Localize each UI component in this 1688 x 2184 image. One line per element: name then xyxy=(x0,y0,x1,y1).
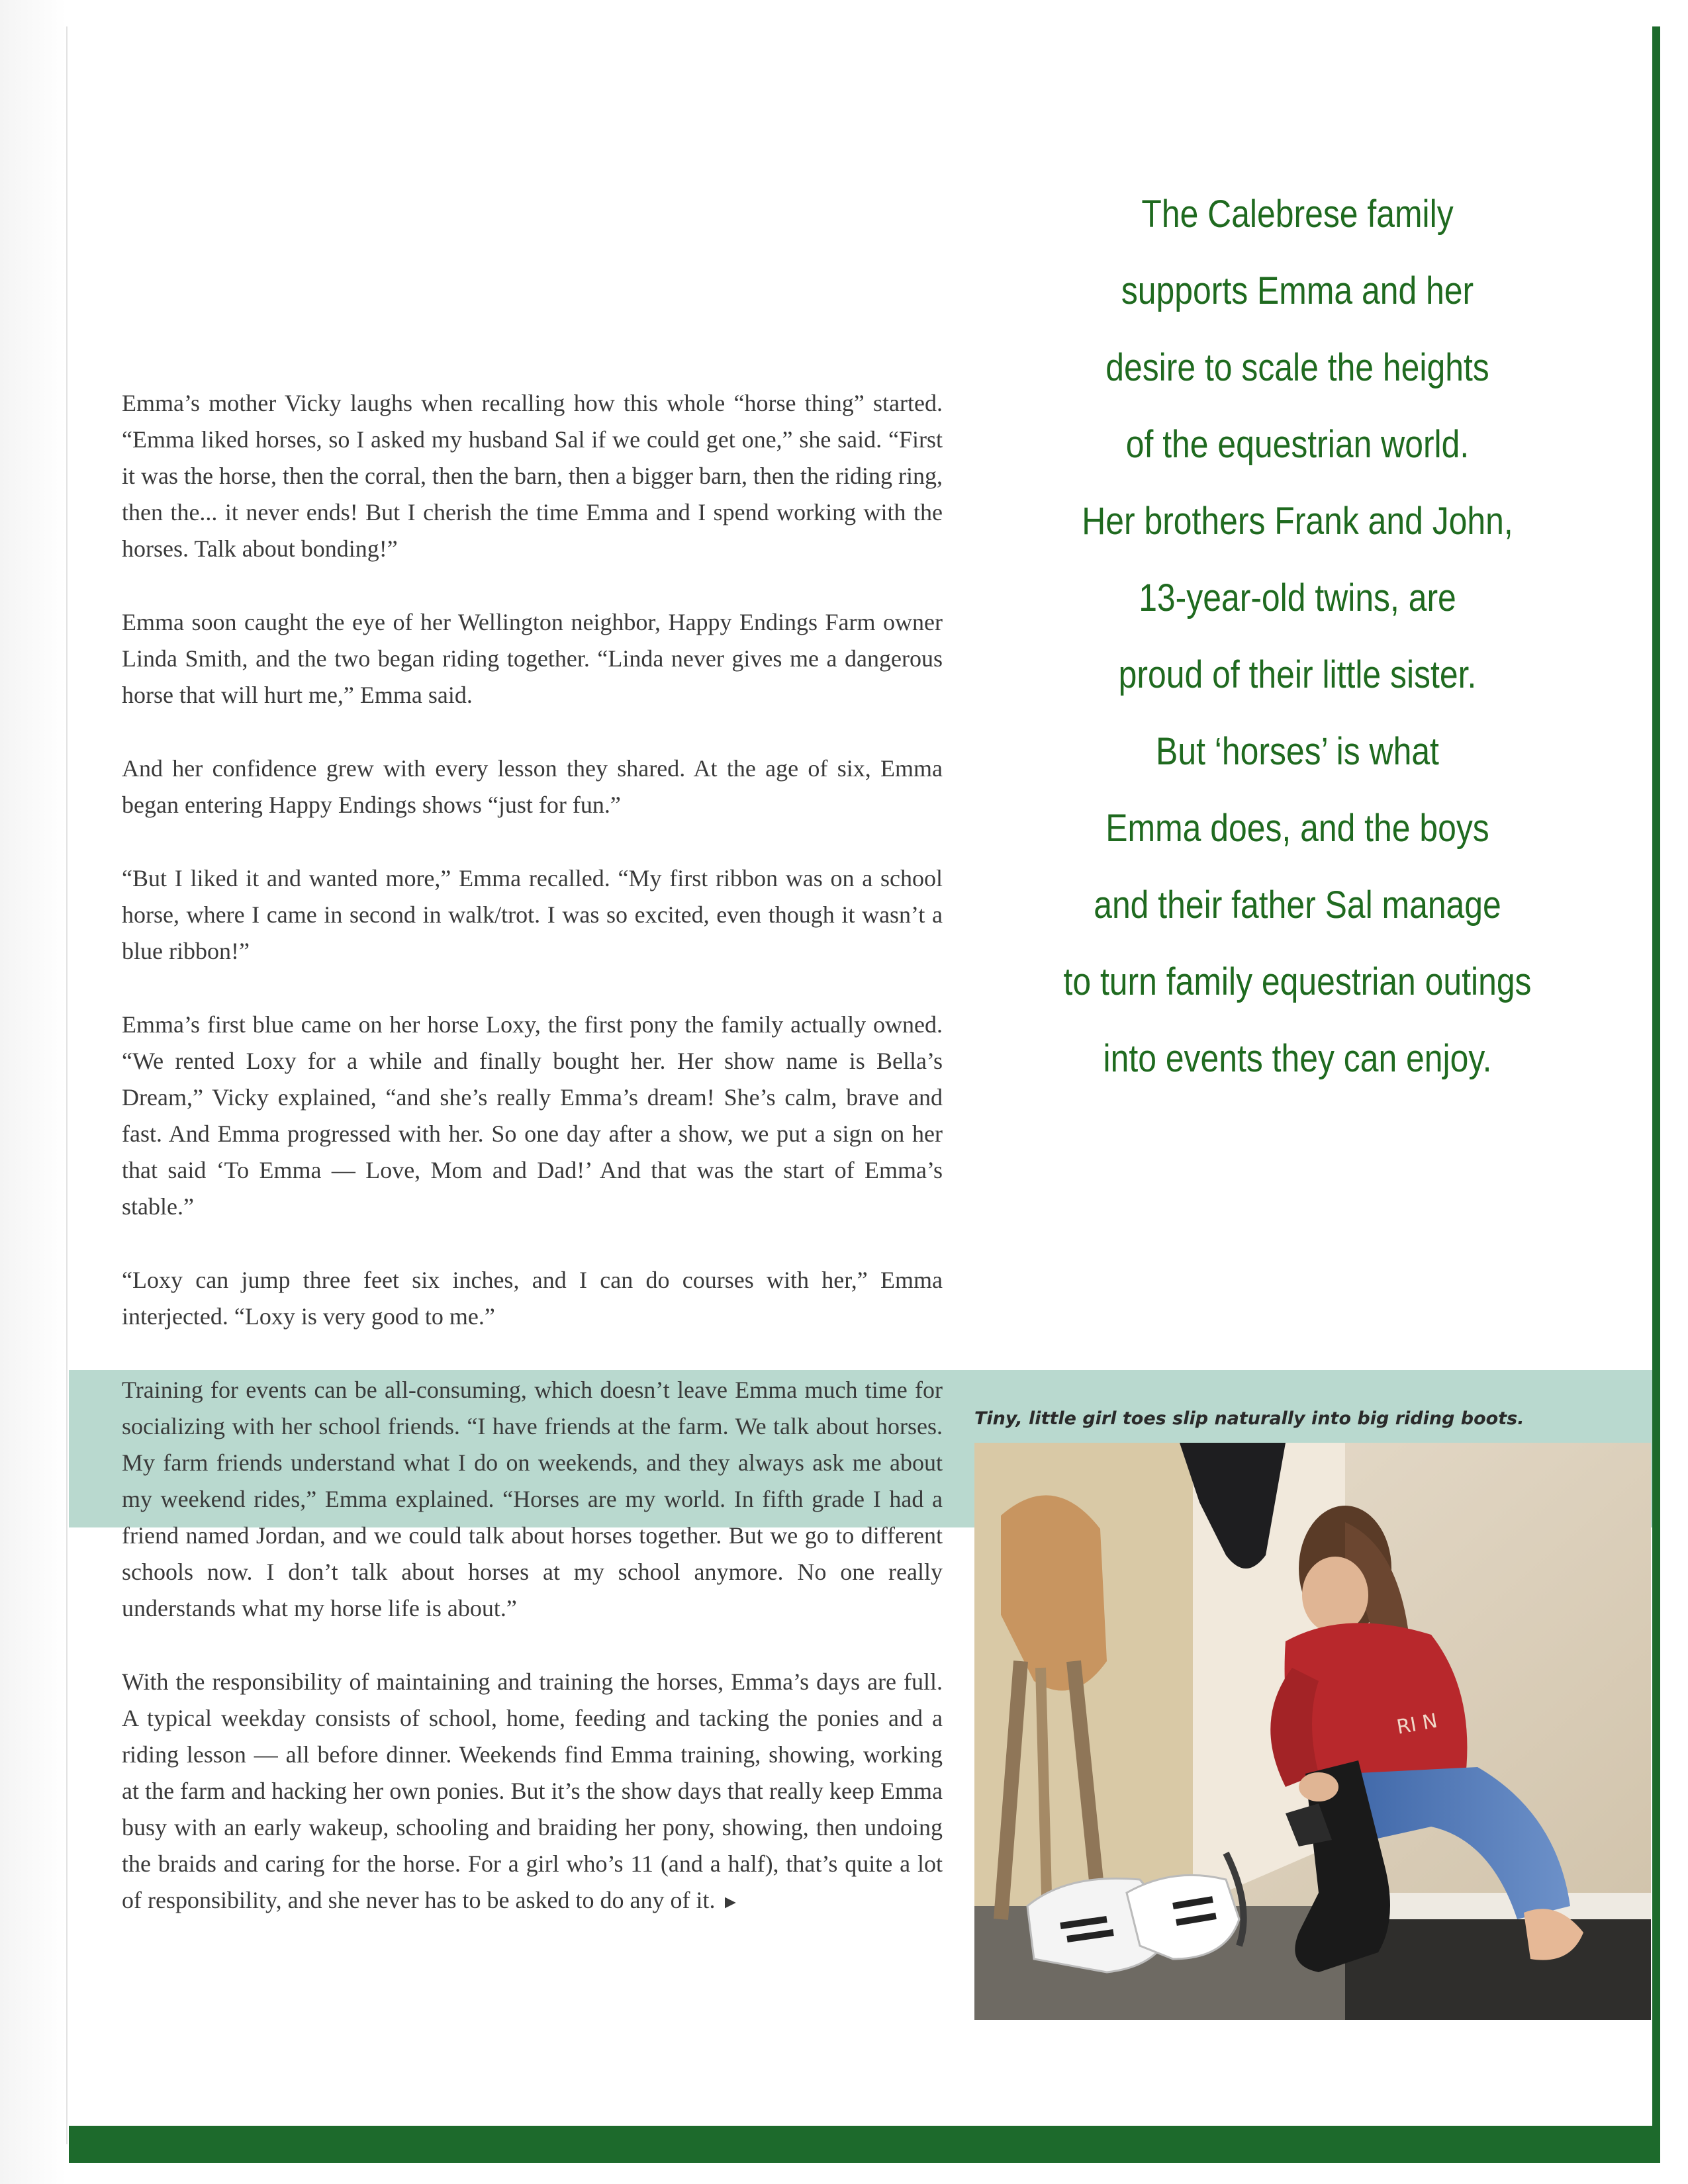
article-paragraph-final xyxy=(122,1664,943,1921)
bottom-green-bar xyxy=(69,2126,1660,2163)
article-paragraph: With the responsibility of maintaining and training the horses, Emma’s days are full. A typical weekday consists of school, home, feeding and tacking the ponies and a riding lesson — all before dinner. Weekends find Emma training, showing, working at the farm and hacking her own ponies. But it’s the show days that really keep Emma busy with an early wakeup, schooling and braiding her pony, showing, then undoing the braids and caring for the horse. For a girl who’s 11 (and a half), that’s quite a lot of responsibility, and she never has to be asked to do any of it. xyxy=(122,1668,943,1913)
pull-quote-line: supports Emma and her xyxy=(1121,269,1474,312)
photo-girl-riding-boots xyxy=(974,1443,1651,2020)
page-left-edge xyxy=(0,0,66,2184)
article-body xyxy=(122,385,943,1921)
pull-quote-line: proud of their little sister. xyxy=(1118,653,1477,696)
pull-quote xyxy=(1035,176,1559,1097)
pull-quote-line: Her brothers Frank and John, xyxy=(1082,500,1513,543)
pull-quote-line: to turn family equestrian outings xyxy=(1063,960,1532,1003)
pull-quote-line: of the equestrian world. xyxy=(1125,423,1470,466)
right-green-bar xyxy=(1652,26,1660,2144)
pull-quote-line: into events they can enjoy. xyxy=(1103,1037,1492,1080)
article-paragraph: Training for events can be all-consuming, which doesn’t leave Emma much time for socializing with her school friends. “I have friends at the farm. We talk about horses. My farm friends understand what I do on weekends, and they always ask me about my weekend rides,” Emma explained. “Horses are my world. In fifth grade I had a friend named Jordan, and we could talk about horses together. But we go to different schools now. I don’t talk about horses at my school anymore. No one really understands what my horse life is about.” xyxy=(122,1377,943,1621)
article-paragraph: Emma’s mother Vicky laughs when recalling how this whole “horse thing” started. “Emma liked horses, so I asked my husband Sal if we could get one,” she said. “First it was the horse, then the corral, then the barn, then a bigger barn, then the riding ring, then the... it never ends! But I cherish the time Emma and I spend working with the horses. Talk about bonding!” xyxy=(122,390,943,562)
article-paragraph: “Loxy can jump three feet six inches, and I can do courses with her,” Emma interjected. “Loxy is very good to me.” xyxy=(122,1267,943,1330)
continue-arrow-icon: ► xyxy=(721,1892,740,1913)
pull-quote-line: The Calebrese family xyxy=(1141,193,1454,236)
article-paragraph: Emma’s first blue came on her horse Loxy, the first pony the family actually owned. “We rented Loxy for a while and finally bought her. Her show name is Bella’s Dream,” Vicky explained, “and she’s really Emma’s dream! She’s calm, brave and fast. And Emma progressed with her. So one day after a show, we put a sign on her that said ‘To Emma — Love, Mom and Dad!’ And that was the start of Emma’s stable.” xyxy=(122,1011,943,1220)
pull-quote-line: and their father Sal manage xyxy=(1094,884,1501,927)
photo-caption: Tiny, little girl toes slip naturally into big riding boots. xyxy=(974,1408,1524,1429)
sweater-lettering: RI N xyxy=(1395,1709,1440,1739)
pull-quote-line: Emma does, and the boys xyxy=(1105,807,1489,850)
pull-quote-line: 13-year-old twins, are xyxy=(1139,576,1456,619)
article-paragraph: And her confidence grew with every lesson they shared. At the age of six, Emma began entering Happy Endings shows “just for fun.” xyxy=(122,755,943,818)
article-paragraph: Emma soon caught the eye of her Wellington neighbor, Happy Endings Farm owner Linda Smith, and the two began riding together. “Linda never gives me a dangerous horse that will hurt me,” Emma said. xyxy=(122,609,943,708)
pull-quote-line: desire to scale the heights xyxy=(1105,346,1489,389)
gutter-rule xyxy=(66,26,68,2144)
pull-quote-line: But ‘horses’ is what xyxy=(1156,730,1439,773)
article-paragraph: “But I liked it and wanted more,” Emma recalled. “My first ribbon was on a school horse, where I came in second in walk/trot. I was so excited, even though it wasn’t a blue ribbon!” xyxy=(122,865,943,964)
